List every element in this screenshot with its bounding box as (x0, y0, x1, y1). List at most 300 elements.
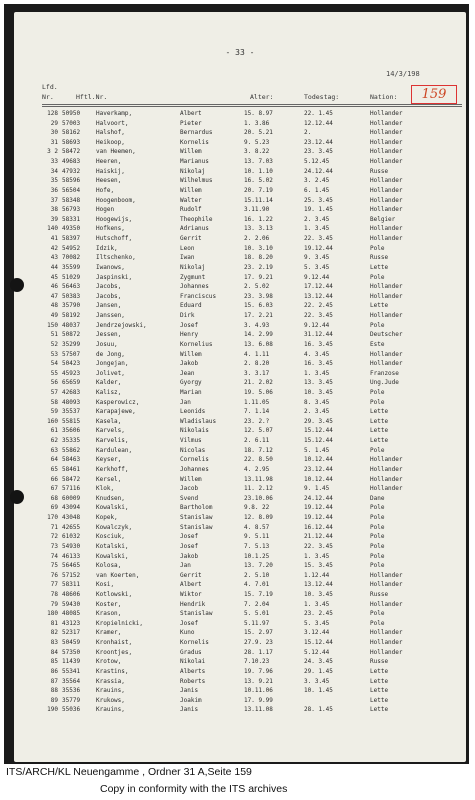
header-rule (42, 104, 462, 105)
cell-lfd: 66 (50, 475, 58, 483)
cell-death: 9. 1.45 (304, 485, 330, 493)
table-row (14, 649, 466, 658)
cell-first: Johannes (180, 465, 209, 473)
cell-birth: 21. 2.02 (244, 379, 273, 387)
cell-lfd: 37 (50, 196, 58, 204)
cell-lfd: 45 (50, 273, 58, 281)
table-row (14, 120, 466, 129)
cell-first: Pieter (180, 119, 202, 127)
cell-birth: 15. 2.97 (244, 629, 273, 637)
cell-death: 12.12.44 (304, 119, 333, 127)
cell-surname: Hoogenboom, (96, 196, 136, 204)
table-row (14, 476, 466, 485)
cell-first: Jan (180, 562, 191, 570)
cell-surname: Karvels, (96, 427, 125, 435)
cell-lfd: 34 (50, 167, 58, 175)
table-row (14, 456, 466, 465)
cell-surname: Kowalczyk, (96, 523, 133, 531)
cell-lfd: 31 (50, 138, 58, 146)
cell-num: 43123 (62, 619, 81, 627)
table-row (14, 591, 466, 600)
cell-surname: Kosciuk, (96, 533, 125, 541)
cell-first: Stanislaw (180, 523, 213, 531)
cell-first: Henry (180, 331, 199, 339)
cell-nation: Hollander (370, 485, 403, 493)
cell-lfd: 85 (50, 658, 58, 666)
cell-lfd: 140 (47, 225, 58, 233)
cell-num: 55862 (62, 446, 81, 454)
cell-num: 57003 (62, 119, 81, 127)
cell-nation: Franzose (370, 369, 399, 377)
cell-num: 58348 (62, 196, 81, 204)
table-row (14, 437, 466, 446)
cell-nation: Hollander (370, 138, 403, 146)
cell-nation: Hollander (370, 350, 403, 358)
cell-nation: Hollander (370, 283, 403, 291)
cell-birth: 23.10.06 (244, 494, 273, 502)
cell-num: 48606 (62, 591, 81, 598)
cell-lfd: 51 (50, 331, 58, 339)
cell-nation: Russe (370, 167, 389, 175)
cell-lfd: 29 (50, 119, 58, 127)
cell-death: 23.12.44 (304, 465, 333, 473)
table-row (14, 524, 466, 533)
cell-nation: Pole (370, 504, 385, 512)
cell-birth: 10. 3.10 (244, 244, 273, 252)
cell-birth: 15.11.14 (244, 196, 273, 204)
cell-nation: Hollander (370, 571, 403, 579)
cell-first: Marian (180, 388, 202, 396)
cell-lfd: 76 (50, 571, 58, 579)
cell-first: Bernardus (180, 129, 213, 137)
cell-first: Kornelius (180, 340, 213, 348)
cell-num: 35606 (62, 427, 81, 435)
cell-lfd: 128 (47, 110, 58, 117)
table-row (14, 264, 466, 273)
cell-lfd: 43 (50, 254, 58, 262)
cell-nation: Pole (370, 610, 385, 618)
cell-first: Marianus (180, 158, 209, 166)
cell-first: Jean (180, 369, 195, 377)
cell-death: 15. 3.45 (304, 562, 333, 570)
cell-death: 16. 3.45 (304, 340, 333, 348)
cell-lfd: 74 (50, 552, 58, 560)
table-row (14, 206, 466, 215)
header-alter: Alter: (250, 93, 274, 101)
cell-birth: 16. 5.02 (244, 177, 273, 185)
cell-death: 19.12.44 (304, 504, 333, 512)
cell-first: Nikolaj (180, 167, 206, 175)
cell-lfd: 180 (47, 610, 58, 618)
cell-birth: 15. 8.97 (244, 110, 273, 117)
cell-birth: 11. 2.12 (244, 485, 273, 493)
cell-death: 13.12.44 (304, 581, 333, 589)
cell-nation: Hollander (370, 186, 403, 194)
cell-lfd: 88 (50, 687, 58, 695)
cell-num: 58192 (62, 312, 81, 320)
cell-surname: Kalisz, (96, 388, 122, 396)
cell-surname: Koster, (96, 600, 122, 608)
table-row (14, 601, 466, 610)
cell-num: 54930 (62, 542, 81, 550)
cell-death: 15.12.44 (304, 437, 333, 445)
cell-surname: Kolosa, (96, 562, 122, 570)
cell-surname: Krason, (96, 610, 122, 618)
cell-nation: Hollander (370, 312, 403, 320)
cell-birth: 5.11.97 (244, 619, 270, 627)
cell-lfd: 54 (50, 360, 58, 368)
cell-lfd: 55 (50, 369, 58, 377)
table-row (14, 197, 466, 206)
cell-nation: Hollander (370, 360, 403, 368)
cell-surname: Heesen, (96, 177, 122, 185)
cell-surname: Karapajewe, (96, 408, 136, 416)
cell-surname: Janssen, (96, 312, 125, 320)
cell-surname: Kronhaist, (96, 639, 133, 647)
cell-death: 10. 3.45 (304, 591, 333, 598)
cell-birth: 2. 2.06 (244, 235, 270, 243)
cell-first: Kuno (180, 629, 195, 637)
cell-num: 47932 (62, 167, 81, 175)
table-row (14, 322, 466, 331)
cell-surname: van Koerten, (96, 571, 140, 579)
cell-first: Vilmus (180, 437, 202, 445)
cell-nation: Pole (370, 446, 385, 454)
cell-birth: 18. 7.12 (244, 446, 273, 454)
cell-lfd: 38 (50, 206, 58, 214)
cell-num: 46133 (62, 552, 81, 560)
cell-nation: Lette (370, 263, 389, 271)
cell-surname: Kramer, (96, 629, 122, 637)
cell-first: Walter (180, 196, 202, 204)
cell-death: 16.12.44 (304, 523, 333, 531)
table-row (14, 408, 466, 417)
table-row (14, 447, 466, 456)
cell-lfd: 83 (50, 639, 58, 647)
cell-nation: Pole (370, 533, 385, 541)
cell-nation: Russe (370, 658, 389, 666)
cell-lfd: 33 (50, 158, 58, 166)
cell-death: 9.12.44 (304, 321, 330, 329)
cell-death: 2. (304, 129, 312, 137)
cell-lfd: 49 (50, 312, 58, 320)
cell-first: Leon (180, 244, 195, 252)
cell-death: 24.12.44 (304, 167, 333, 175)
cell-nation: Hollander (370, 177, 403, 185)
table-row (14, 245, 466, 254)
cell-birth: 16. 1.22 (244, 215, 273, 223)
cell-num: 35599 (62, 263, 81, 271)
cell-lfd: 41 (50, 235, 58, 243)
cell-surname: Kasela, (96, 417, 122, 425)
cell-birth: 15. 6.03 (244, 302, 273, 310)
cell-num: 57350 (62, 648, 81, 656)
cell-death: 22. 1.45 (304, 110, 333, 117)
table-row (14, 495, 466, 504)
cell-birth: 10. 1.10 (244, 167, 273, 175)
cell-num: 55815 (62, 417, 81, 425)
cell-surname: Krauins, (96, 706, 125, 714)
cell-lfd: 56 (50, 379, 58, 387)
cell-lfd: 67 (50, 485, 58, 493)
cell-surname: Kotalski, (96, 542, 129, 550)
cell-birth: 23. 2.19 (244, 263, 273, 271)
table-row (14, 639, 466, 648)
cell-lfd: 82 (50, 629, 58, 637)
table-row (14, 678, 466, 687)
cell-lfd: 73 (50, 542, 58, 550)
cell-death: 2. 3.45 (304, 215, 330, 223)
cell-surname: Hogen (96, 206, 115, 214)
cell-lfd: 78 (50, 591, 58, 598)
cell-first: Gerrit (180, 571, 202, 579)
cell-num: 61032 (62, 533, 81, 541)
page-number: - 33 - (225, 48, 255, 57)
cell-surname: Kersel, (96, 475, 122, 483)
cell-death: 23. 3.45 (304, 148, 333, 156)
cell-nation: Lette (370, 677, 389, 685)
cell-nation: Pole (370, 562, 385, 570)
cell-num: 58331 (62, 215, 81, 223)
cell-first: Bartholom (180, 504, 213, 512)
cell-nation: Este (370, 340, 385, 348)
cell-nation: Lette (370, 408, 389, 416)
cell-num: 49350 (62, 225, 81, 233)
cell-surname: Heikoop, (96, 138, 125, 146)
cell-num: 50383 (62, 292, 81, 300)
cell-first: Gyorgy (180, 379, 202, 387)
table-row (14, 379, 466, 388)
cell-first: Stanislaw (180, 610, 213, 618)
cell-birth: 27.9. 23 (244, 639, 273, 647)
cell-birth: 13. 7.20 (244, 562, 273, 570)
cell-surname: Klok, (96, 485, 115, 493)
cell-first: Wiktor (180, 591, 202, 598)
cell-death: 10. 1.45 (304, 687, 333, 695)
cell-surname: Kropielnicki, (96, 619, 143, 627)
cell-num: 48037 (62, 321, 81, 329)
cell-first: Svend (180, 494, 199, 502)
cell-first: Jan (180, 398, 191, 406)
cell-birth: 20. 7.19 (244, 186, 273, 194)
cell-first: Wladislaus (180, 417, 217, 425)
cell-birth: 7. 2.04 (244, 600, 270, 608)
cell-nation: Hollander (370, 639, 403, 647)
cell-death: 22. 3.45 (304, 235, 333, 243)
header-nr: Nr. (42, 93, 54, 101)
cell-num: 48093 (62, 398, 81, 406)
cell-lfd: 36 (50, 186, 58, 194)
cell-surname: Knudsen, (96, 494, 125, 502)
cell-surname: Halshof, (96, 129, 125, 137)
cell-nation: Hollander (370, 581, 403, 589)
cell-first: Jacob (180, 485, 199, 493)
cell-lfd: 64 (50, 456, 58, 464)
cell-nation: Hollander (370, 158, 403, 166)
handwritten-date: 14/3/198 (386, 70, 420, 78)
cell-surname: Kardulean, (96, 446, 133, 454)
cell-birth: 14. 2.99 (244, 331, 273, 339)
cell-birth: 9. 5.11 (244, 533, 270, 541)
table-row (14, 283, 466, 292)
table-row (14, 389, 466, 398)
header-todestag: Todestag: (304, 93, 340, 101)
table-row (14, 658, 466, 667)
cell-death: 29. 1.45 (304, 667, 333, 675)
cell-death: 4. 3.45 (304, 350, 330, 358)
cell-lfd: 150 (47, 321, 58, 329)
cell-num: 55036 (62, 706, 81, 714)
cell-num: 11439 (62, 658, 81, 666)
cell-nation: Hollander (370, 206, 403, 214)
table-row (14, 418, 466, 427)
cell-lfd: 61 (50, 427, 58, 435)
cell-birth: 13.11.08 (244, 706, 273, 714)
cell-num: 55341 (62, 667, 81, 675)
cell-death: 10. 3.45 (304, 388, 333, 396)
cell-lfd: 170 (47, 514, 58, 522)
cell-num: 56465 (62, 562, 81, 570)
table-row (14, 110, 466, 119)
cell-first: Jakob (180, 360, 199, 368)
cell-first: Joakim (180, 696, 202, 704)
cell-death: 29. 3.45 (304, 417, 333, 425)
cell-birth: 15. 7.19 (244, 591, 273, 598)
cell-death: 16. 3.45 (304, 360, 333, 368)
cell-num: 57116 (62, 485, 81, 493)
cell-death: 22. 2.45 (304, 302, 333, 310)
table-row (14, 697, 466, 706)
cell-nation: Lette (370, 667, 389, 675)
cell-nation: Hollander (370, 235, 403, 243)
cell-surname: Kowalski, (96, 552, 129, 560)
cell-surname: Kopek, (96, 514, 118, 522)
cell-death: 25. 3.45 (304, 196, 333, 204)
cell-birth: 4. 7.01 (244, 581, 270, 589)
cell-nation: Lette (370, 417, 389, 425)
cell-nation: Hollander (370, 225, 403, 233)
cell-first: Cornelis (180, 456, 209, 464)
cell-death: 21.12.44 (304, 533, 333, 541)
cell-surname: van Heemen, (96, 148, 136, 156)
cell-birth: 23. 3.98 (244, 292, 273, 300)
cell-first: Adrianus (180, 225, 209, 233)
cell-lfd: 52 (50, 340, 58, 348)
cell-lfd: 65 (50, 465, 58, 473)
cell-nation: Lette (370, 427, 389, 435)
cell-nation: Pole (370, 321, 385, 329)
cell-first: Stanislaw (180, 514, 213, 522)
cell-num: 70082 (62, 254, 81, 262)
table-row (14, 235, 466, 244)
cell-birth: 3. 8.22 (244, 148, 270, 156)
cell-birth: 9.8. 22 (244, 504, 270, 512)
cell-surname: Idzik, (96, 244, 118, 252)
cell-lfd: 53 (50, 350, 58, 358)
table-row (14, 543, 466, 552)
cell-surname: Haverkamp, (96, 110, 133, 117)
cell-death: 15.12.44 (304, 639, 333, 647)
cell-birth: 2. 6.11 (244, 437, 270, 445)
cell-birth: 5. 5.01 (244, 610, 270, 618)
table-row (14, 504, 466, 513)
cell-surname: Krukows, (96, 696, 125, 704)
table-row (14, 148, 466, 157)
cell-surname: Josuu, (96, 340, 118, 348)
cell-birth: 12. 8.09 (244, 514, 273, 522)
cell-num: 50423 (62, 360, 81, 368)
cell-first: Nikolais (180, 427, 209, 435)
cell-birth: 17. 2.21 (244, 312, 273, 320)
cell-nation: Lette (370, 706, 389, 714)
cell-lfd: 160 (47, 417, 58, 425)
cell-nation: Hollander (370, 129, 403, 137)
cell-num: 54952 (62, 244, 81, 252)
cell-first: Gradus (180, 648, 202, 656)
cell-death: 19.12.44 (304, 514, 333, 522)
cell-surname: Kroontjes, (96, 648, 133, 656)
cell-death: 2. 3.45 (304, 408, 330, 416)
cell-nation: Dane (370, 494, 385, 502)
cell-lfd: 89 (50, 696, 58, 704)
cell-first: Leonids (180, 408, 206, 416)
cell-lfd: 46 (50, 283, 58, 291)
cell-nation: Lette (370, 302, 389, 310)
cell-nation: Pole (370, 273, 385, 281)
cell-num: 48085 (62, 610, 81, 618)
cell-surname: Kasperowicz, (96, 398, 140, 406)
cell-lfd: 44 (50, 263, 58, 271)
cell-nation: Hollander (370, 456, 403, 464)
table-row (14, 553, 466, 562)
cell-nation: Hollander (370, 465, 403, 473)
cell-surname: Krastins, (96, 667, 129, 675)
cell-first: Janis (180, 687, 199, 695)
cell-lfd: 35 (50, 177, 58, 185)
cell-lfd: 72 (50, 533, 58, 541)
cell-num: 42683 (62, 388, 81, 396)
table-row (14, 370, 466, 379)
cell-surname: Iltschenko, (96, 254, 136, 262)
cell-surname: Kowalski, (96, 504, 129, 512)
cell-surname: Jongejan, (96, 360, 129, 368)
cell-death: 1. 3.45 (304, 552, 330, 560)
cell-birth: 4. 1.11 (244, 350, 270, 358)
cell-lfd: 59 (50, 408, 58, 416)
cell-num: 56463 (62, 283, 81, 291)
cell-birth: 3. 3.17 (244, 369, 270, 377)
cell-nation: Ung.Jude (370, 379, 399, 387)
cell-first: Nicolas (180, 446, 206, 454)
cell-death: 15.12.44 (304, 427, 333, 435)
cell-first: Willem (180, 186, 202, 194)
cell-birth: 2. 8.20 (244, 360, 270, 368)
cell-first: Iwan (180, 254, 195, 262)
cell-death: 23. 2.45 (304, 610, 333, 618)
table-row (14, 562, 466, 571)
scan-frame (4, 4, 469, 764)
cell-nation: Pole (370, 619, 385, 627)
cell-first: Josef (180, 321, 199, 329)
cell-nation: Hollander (370, 648, 403, 656)
cell-birth: 19. 7.96 (244, 667, 273, 675)
cell-nation: Russe (370, 254, 389, 262)
cell-first: Franciscus (180, 292, 217, 300)
table-row (14, 254, 466, 263)
cell-death: 22. 3.45 (304, 542, 333, 550)
cell-num: 35299 (62, 340, 81, 348)
cell-nation: Hollander (370, 119, 403, 127)
